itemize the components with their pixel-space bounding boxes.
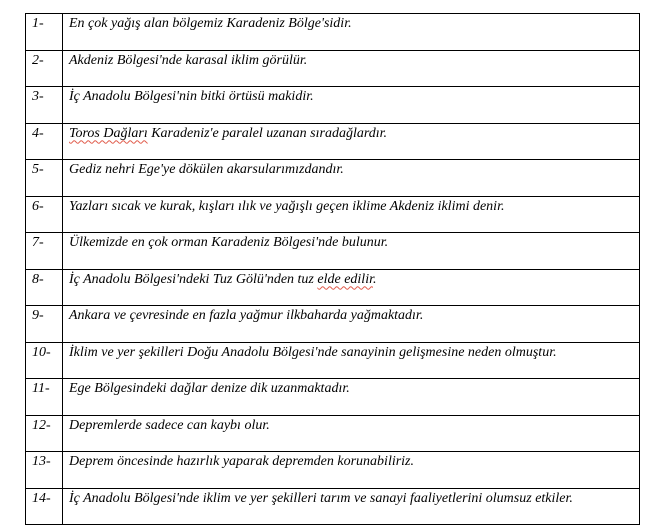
row-statement: Depremlerde sadece can kaybı olur.	[63, 415, 640, 452]
table-row	[26, 196, 640, 233]
table-row	[26, 342, 640, 379]
row-statement: Yazları sıcak ve kurak, kışları ılık ve yağışlı geçen iklime Akdeniz iklimi denir.	[63, 196, 640, 233]
table-row	[26, 415, 640, 452]
row-number: 13-	[26, 452, 63, 489]
table-row	[26, 50, 640, 87]
row-statement: İç Anadolu Bölgesi'nde iklim ve yer şekilleri tarım ve sanayi faaliyetlerini olumsuz etkiler.	[63, 488, 640, 525]
row-number: 6-	[26, 196, 63, 233]
table-row	[26, 14, 640, 51]
row-statement: Ege Bölgesindeki dağlar denize dik uzanmaktadır.	[63, 379, 640, 416]
table-row	[26, 306, 640, 343]
table-row	[26, 233, 640, 270]
row-statement: En çok yağış alan bölgemiz Karadeniz Bölge'sidir.	[63, 14, 640, 51]
row-number: 2-	[26, 50, 63, 87]
table-row	[26, 160, 640, 197]
spellcheck-flagged-text: elde edilir	[317, 271, 373, 287]
row-number: 12-	[26, 415, 63, 452]
row-statement	[63, 269, 640, 306]
statements-table	[25, 13, 640, 525]
row-number: 10-	[26, 342, 63, 379]
row-statement: Ankara ve çevresinde en fazla yağmur ilkbaharda yağmaktadır.	[63, 306, 640, 343]
row-number: 8-	[26, 269, 63, 306]
table-row	[26, 379, 640, 416]
row-number: 14-	[26, 488, 63, 525]
row-number: 5-	[26, 160, 63, 197]
spellcheck-flagged-text: Toros Dağları	[69, 125, 148, 141]
table-row	[26, 452, 640, 489]
table-row	[26, 123, 640, 160]
row-statement: Akdeniz Bölgesi'nde karasal iklim görülür.	[63, 50, 640, 87]
row-number: 3-	[26, 87, 63, 124]
row-statement: İç Anadolu Bölgesi'nin bitki örtüsü makidir.	[63, 87, 640, 124]
row-statement: İklim ve yer şekilleri Doğu Anadolu Bölgesi'nde sanayinin gelişmesine neden olmuştur.	[63, 342, 640, 379]
table-row	[26, 269, 640, 306]
row-statement: Deprem öncesinde hazırlık yaparak depremden korunabiliriz.	[63, 452, 640, 489]
row-number: 9-	[26, 306, 63, 343]
table-row	[26, 87, 640, 124]
row-statement: Gediz nehri Ege'ye dökülen akarsularımızdandır.	[63, 160, 640, 197]
statement-text: İç Anadolu Bölgesi'ndeki Tuz Gölü'nden tuz	[69, 271, 318, 287]
row-number: 7-	[26, 233, 63, 270]
statement-text: .	[373, 271, 377, 287]
row-number: 11-	[26, 379, 63, 416]
statement-text: Karadeniz'e paralel uzanan sıradağlardır.	[147, 125, 388, 141]
row-number: 4-	[26, 123, 63, 160]
row-statement: Ülkemizde en çok orman Karadeniz Bölgesi'nde bulunur.	[63, 233, 640, 270]
row-statement	[63, 123, 640, 160]
table-row	[26, 488, 640, 525]
row-number: 1-	[26, 14, 63, 51]
